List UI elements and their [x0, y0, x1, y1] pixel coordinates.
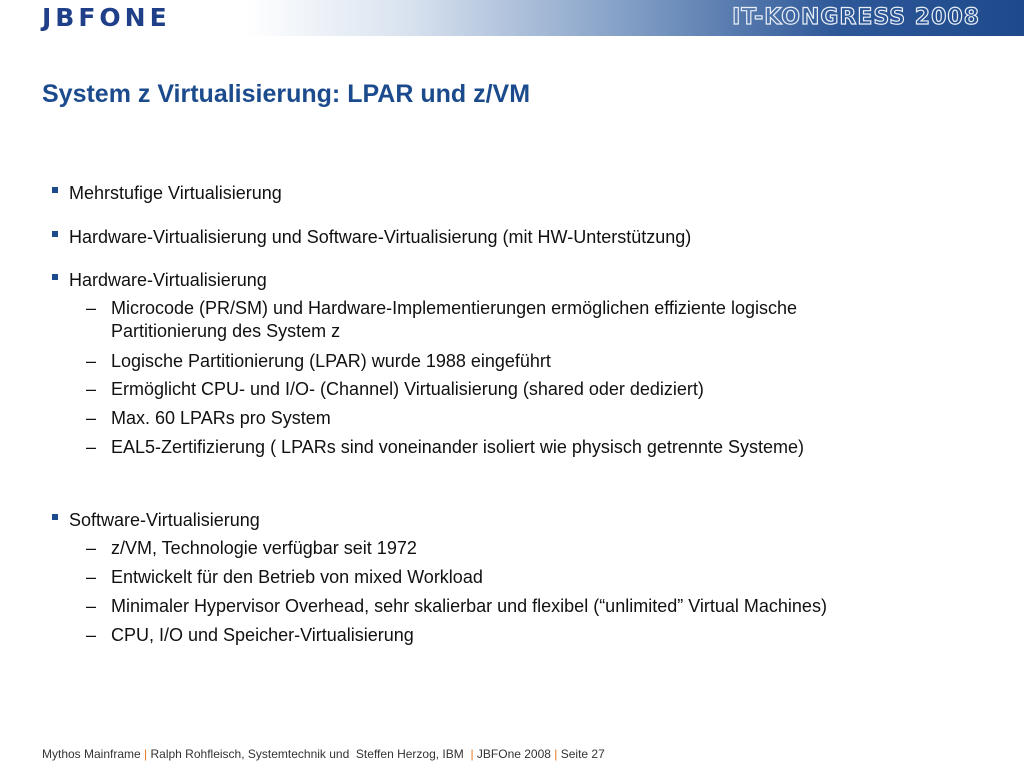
bullet-item: Hardware-Virtualisierung und Software-Virtualisierung (mit HW-Unterstützung) — [69, 227, 692, 247]
bullet-marker — [52, 274, 58, 280]
dash-marker: – — [86, 538, 97, 558]
sub-bullet-item: Microcode (PR/SM) und Hardware-Implementierungen ermöglichen effiziente logische Partitionierung des System z — [111, 298, 797, 341]
sub-bullet-item: Ermöglicht CPU- und I/O- (Channel) Virtualisierung (shared oder dediziert) — [111, 379, 704, 399]
bullet-item: Mehrstufige Virtualisierung — [69, 183, 282, 203]
sub-bullet-item: Max. 60 LPARs pro System — [111, 408, 331, 428]
sub-bullet-item: EAL5-Zertifizierung ( LPARs sind voneinander isoliert wie physisch getrennte Systeme) — [111, 437, 804, 457]
jbfone-logo — [42, 3, 171, 33]
footer-authors: Ralph Rohfleisch, Systemtechnik und Steffen Herzog, IBM — [147, 747, 471, 761]
bullet-marker — [52, 231, 58, 237]
footer-event: JBFOne 2008 — [473, 747, 555, 761]
header-banner — [0, 0, 1024, 36]
sub-bullet-item: Entwickelt für den Betrieb von mixed Workload — [111, 567, 483, 587]
bullet-item: Hardware-Virtualisierung — [69, 270, 267, 290]
dash-marker: – — [86, 437, 97, 457]
sub-bullet-item: Logische Partitionierung (LPAR) wurde 1988 eingeführt — [111, 351, 551, 371]
footer-page-number: Seite 27 — [557, 747, 605, 761]
sub-bullet-item: z/VM, Technologie verfügbar seit 1972 — [111, 538, 417, 558]
dash-marker: – — [86, 351, 97, 371]
dash-marker: – — [86, 408, 97, 428]
footer-separator: | — [470, 747, 474, 761]
slide-title: System z Virtualisierung: LPAR und z/VM — [42, 80, 531, 108]
footer-separator: | — [554, 747, 558, 761]
dash-marker: – — [86, 625, 97, 645]
footer-separator: | — [144, 747, 148, 761]
slide-footer — [42, 747, 605, 761]
dash-marker: – — [86, 596, 97, 616]
sub-bullet-item: Minimaler Hypervisor Overhead, sehr skalierbar und flexibel (“unlimited” Virtual Machines) — [111, 596, 827, 616]
footer-title: Mythos Mainframe — [42, 747, 145, 761]
bullet-marker — [52, 514, 58, 520]
dash-marker: – — [86, 379, 97, 399]
dash-marker: – — [86, 567, 97, 587]
logo-text: JBFONE — [42, 3, 171, 32]
event-title: IT-KONGRESS 2008 — [732, 5, 980, 30]
bullet-item: Software-Virtualisierung — [69, 510, 260, 530]
sub-bullet-item: CPU, I/O und Speicher-Virtualisierung — [111, 625, 414, 645]
dash-marker: – — [86, 298, 97, 318]
bullet-marker — [52, 187, 58, 193]
